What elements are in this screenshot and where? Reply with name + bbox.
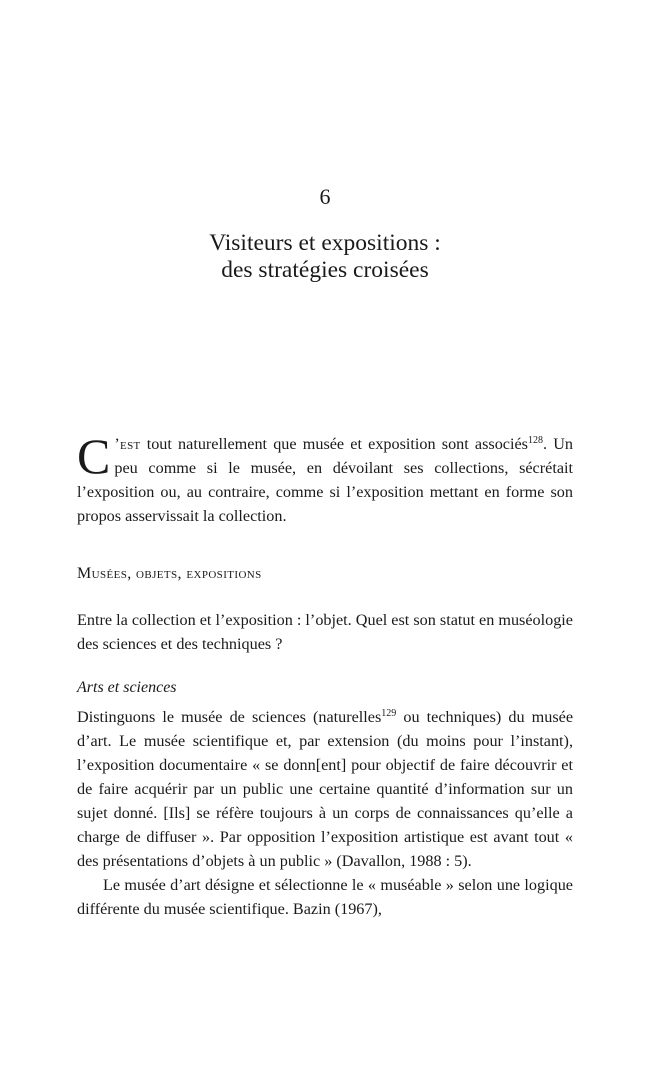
- chapter-title-line-2: des stratégies croisées: [221, 257, 429, 283]
- drop-cap: C: [77, 428, 111, 484]
- paragraph-3-text-2: ou techniques) du musée d’art. Le musée scientifique et, par extension (du moins pour l’instant), l’exposition documentaire « se donn[ent] pour objectif de faire découvrir et de faire acquérir par un public une certaine quantité d’information sur un sujet donné. [Ils] se réfère toujours à un corps de connaissances qu’elle a charge de diffuser ». Par opposition l’exposition artistique est avant tout « des présentations d’objets à un public » (Davallon, 1988 : 5).: [77, 708, 573, 870]
- chapter-title-line-1: Visiteurs et expositions :: [209, 230, 441, 256]
- intro-text-2: . Un peu comme si le musée, en dévoilant ses collections, sécrétait l’exposition ou, au contraire, comme si l’exposition mettant en forme son propos asservissait la collection.: [77, 435, 573, 525]
- footnote-ref-129: 129: [381, 708, 397, 719]
- subsection-heading: Arts et sciences: [77, 679, 177, 696]
- section-heading: Musées, objets, expositions: [77, 565, 262, 582]
- paragraph-3: [77, 705, 573, 921]
- paragraph-2-text: Entre la collection et l’exposition : l’objet. Quel est son statut en muséologie des sciences et des techniques ?: [77, 611, 573, 653]
- paragraph-3-text-1: Distinguons le musée de sciences (naturelles: [77, 708, 382, 726]
- intro-text-1: tout naturellement que musée et exposition sont associés: [140, 435, 528, 453]
- intro-paragraph: [77, 428, 573, 528]
- paragraph-4-text: Le musée d’art désigne et sélectionne le « muséable » selon une logique différente du musée scientifique. Bazin (1967),: [77, 876, 573, 918]
- footnote-ref-128: 128: [527, 435, 543, 446]
- chapter-number: 6: [319, 184, 331, 209]
- chapter-title: [0, 230, 650, 284]
- paragraph-2: [77, 608, 573, 656]
- intro-smallcaps-word: ’est: [114, 435, 141, 453]
